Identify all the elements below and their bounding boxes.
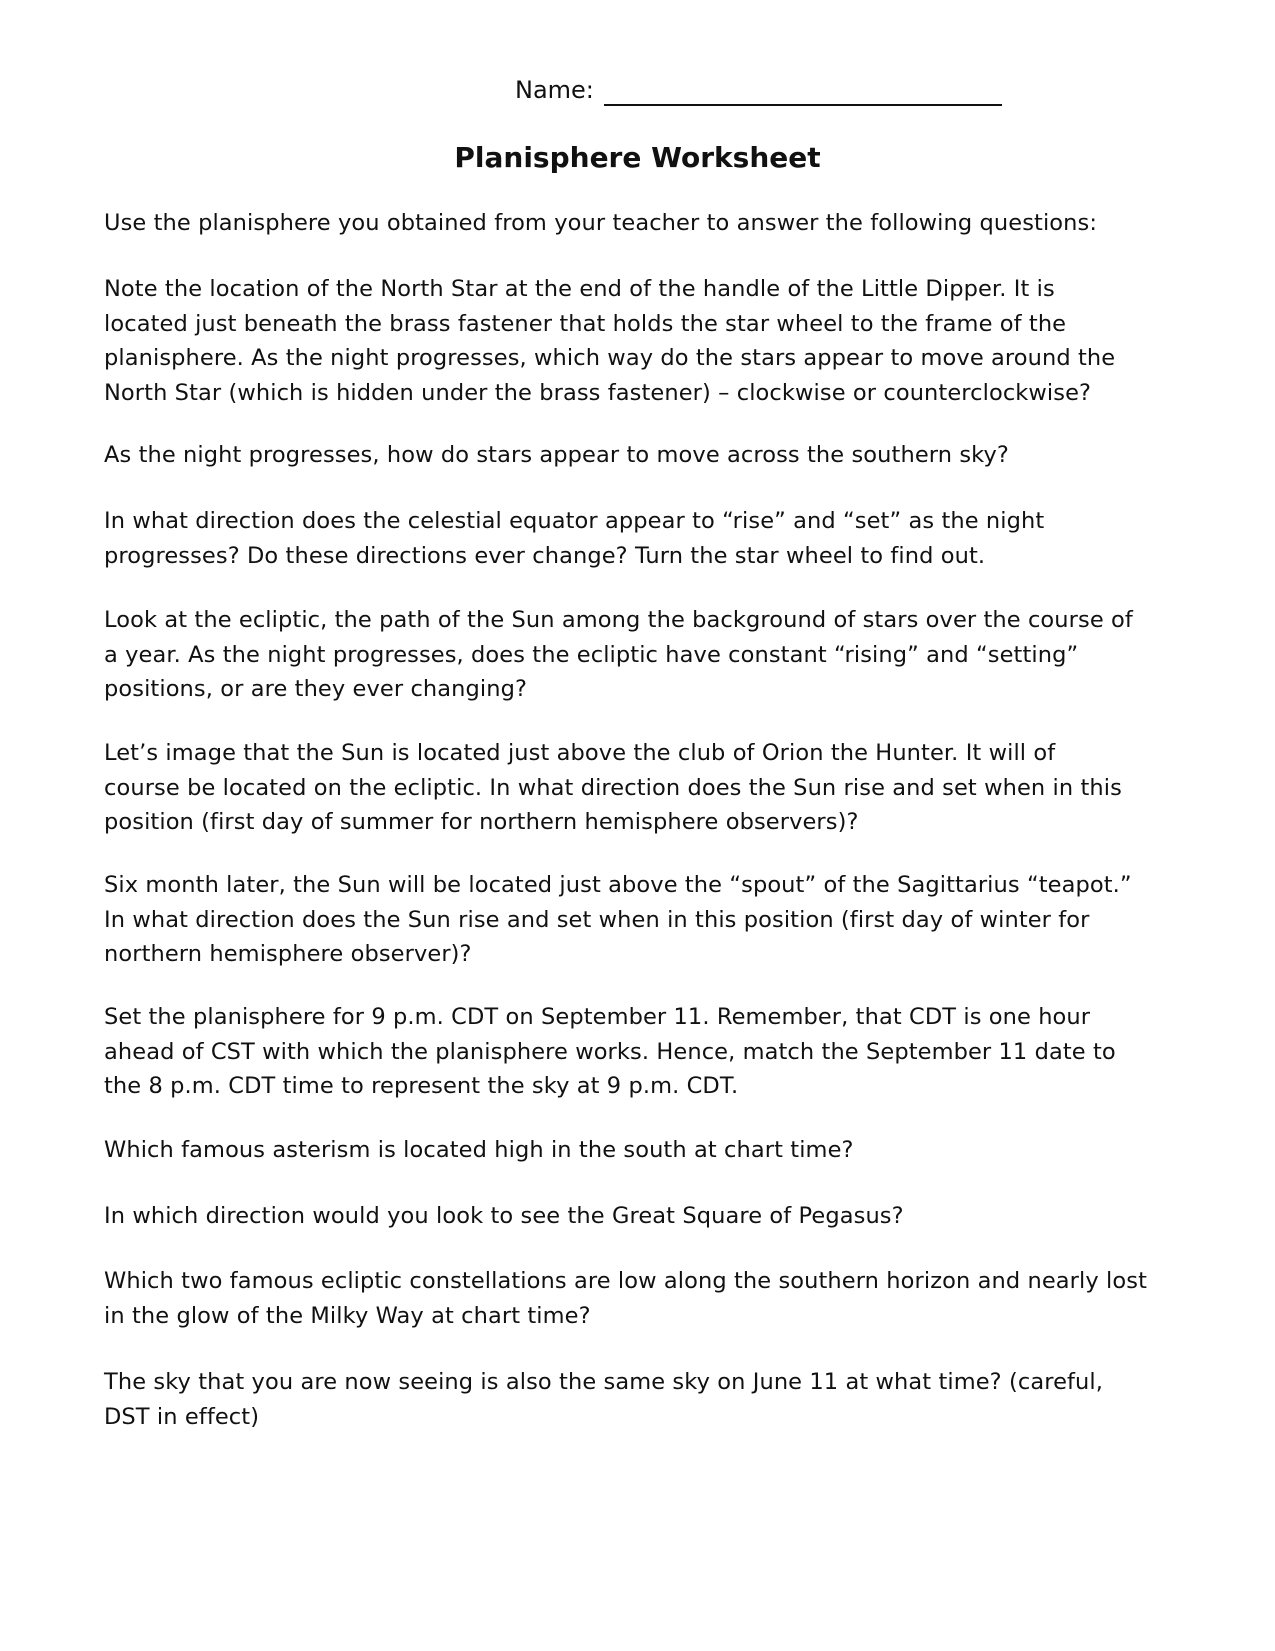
question-asterism (104, 1133, 1179, 1168)
question-line: In which direction would you look to see the Great Square of Pegasus? (104, 1203, 904, 1229)
question-celestial-equator (104, 504, 1179, 573)
question-ecliptic (104, 603, 1179, 707)
question-line: Which two famous ecliptic constellations are low along the southern horizon and nearly lost (104, 1268, 1148, 1294)
question-line: positions, or are they ever changing? (104, 676, 528, 702)
question-line: Look at the ecliptic, the path of the Sun among the background of stars over the course of (104, 607, 1133, 633)
intro-text (104, 206, 1179, 241)
question-line: position (first day of summer for northern hemisphere observers)? (104, 809, 859, 835)
question-line: in the glow of the Milky Way at chart time? (104, 1302, 591, 1329)
name-blank-line (604, 78, 1002, 106)
question-line: planisphere. As the night progresses, which way do the stars appear to move around the (104, 345, 1116, 371)
question-line: progresses? Do these directions ever change? Turn the star wheel to find out. (104, 542, 986, 569)
question-line: Set the planisphere for 9 p.m. CDT on September 11. Remember, that CDT is one hour (104, 1004, 1091, 1030)
question-line: In what direction does the Sun rise and set when in this position (first day of winter for (104, 906, 1090, 933)
question-june-sky (104, 1365, 1179, 1434)
question-line: Note the location of the North Star at the end of the handle of the Little Dipper. It is (104, 276, 1055, 302)
question-southern-sky (104, 438, 1179, 473)
question-line: The sky that you are now seeing is also the same sky on June 11 at what time? (careful, (104, 1369, 1103, 1395)
question-line: the 8 p.m. CDT time to represent the sky at 9 p.m. CDT. (104, 1073, 739, 1099)
question-pegasus (104, 1199, 1179, 1234)
question-line: Let’s image that the Sun is located just above the club of Orion the Hunter. It will of (104, 740, 1056, 766)
question-line: course be located on the ecliptic. In what direction does the Sun rise and set when in this (104, 774, 1122, 801)
question-line: Six month later, the Sun will be located just above the “spout” of the Sagittarius “teapot.” (104, 872, 1132, 898)
instruction-set-planisphere (104, 1000, 1179, 1104)
question-sun-orion (104, 736, 1179, 840)
question-line: Which famous asterism is located high in the south at chart time? (104, 1137, 854, 1163)
question-line: DST in effect) (104, 1403, 260, 1430)
question-line: northern hemisphere observer)? (104, 941, 472, 967)
question-line: North Star (which is hidden under the brass fastener) – clockwise or counterclockwise? (104, 379, 1092, 406)
name-field-row (515, 74, 1002, 106)
question-line: located just beneath the brass fastener that holds the star wheel to the frame of the (104, 310, 1067, 337)
question-ecliptic-constellations (104, 1264, 1179, 1333)
question-north-star (104, 272, 1179, 410)
question-line: ahead of CST with which the planisphere works. Hence, match the September 11 date to (104, 1038, 1116, 1065)
question-line: a year. As the night progresses, does the ecliptic have constant “rising” and “setting” (104, 641, 1079, 668)
question-line: In what direction does the celestial equator appear to “rise” and “set” as the night (104, 508, 1045, 534)
name-label: Name: (515, 76, 594, 104)
intro-line: Use the planisphere you obtained from your teacher to answer the following questions: (104, 210, 1098, 236)
page-title: Planisphere Worksheet (454, 141, 821, 174)
question-line: As the night progresses, how do stars appear to move across the southern sky? (104, 442, 1009, 468)
question-sun-sagittarius (104, 868, 1179, 972)
